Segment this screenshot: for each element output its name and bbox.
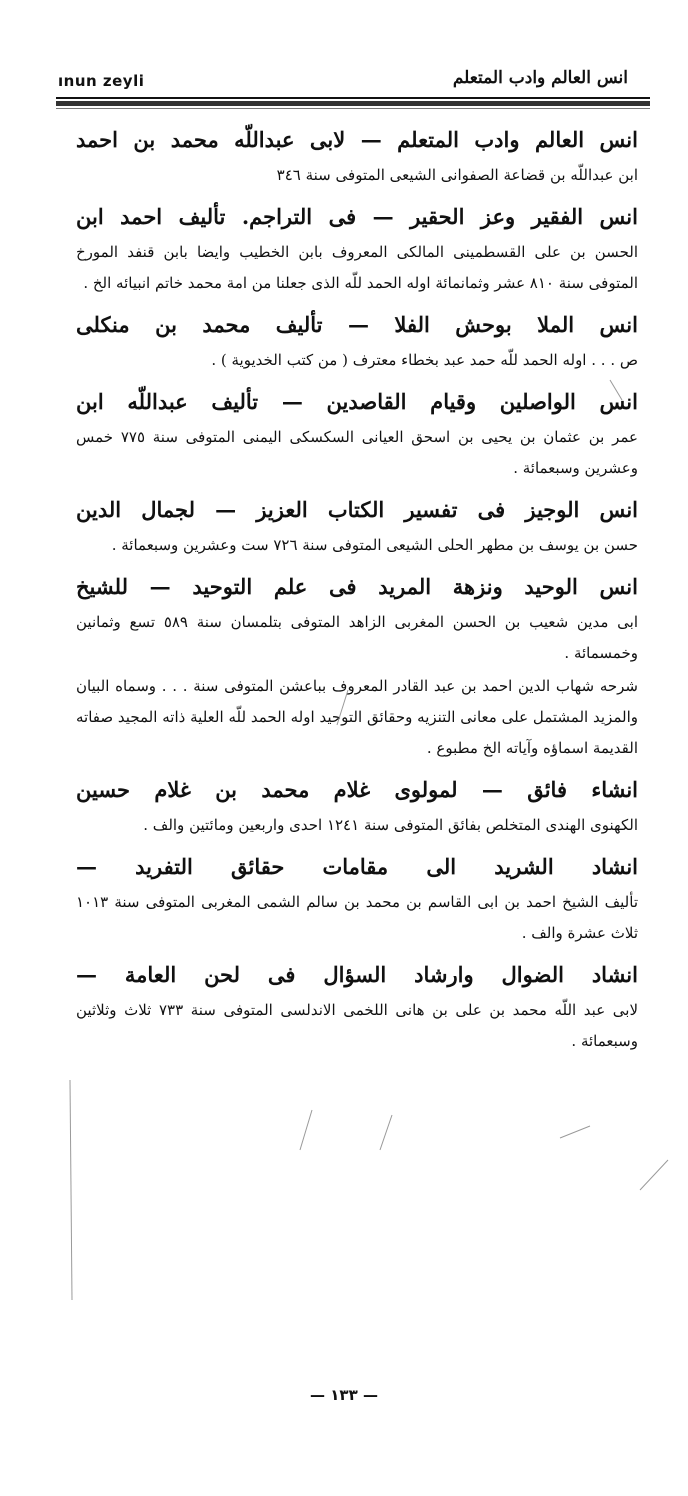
running-header-left: ınun zeyli [58, 72, 145, 90]
entry-title: انس الوحيد ونزهة المريد فى علم التوحيد — للشيخ [76, 574, 638, 599]
header-rule-thick [56, 101, 650, 106]
entry-title: انشاد الشريد الى مقامات حقائق التفريد — [76, 854, 638, 879]
entry-title: انس الملا بوحش الفلا — تأليف محمد بن منكلى [76, 312, 638, 337]
entry-title: انشاد الضوال وارشاد السؤال فى لحن العامة — [76, 962, 638, 987]
entry-5 [76, 490, 638, 561]
entry-body: الحسن بن على القسطمينى المالكى المعروف بابن الخطيب وايضا بابن قنفد المورخ المتوفى سنة ٨١٠ عشر وثمانمائة اوله الحمد للّه الذى جعلنا من امة محمد خاتم انبيائه الخ . [76, 243, 638, 292]
entry-body: الكهنوى الهندى المتخلص بفائق المتوفى سنة ١٢٤١ احدى واربعين ومائتين والف . [143, 816, 638, 834]
pencil-stroke [560, 1126, 590, 1138]
header-rule-bottom [56, 108, 650, 109]
running-header-right: انس العالم وادب المتعلم [452, 68, 628, 88]
entry-body: تأليف الشيخ احمد بن ابى القاسم بن محمد بن سالم الشمى المغربى المتوفى سنة ١٠١٣ ثلاث عشرة والف . [76, 893, 638, 942]
entry-title: انس الفقير وعز الحقير — فى التراجم. تأليف احمد ابن [76, 204, 638, 229]
entry-title: انس الواصلين وقيام القاصدين — تأليف عبداللّه ابن [76, 389, 638, 414]
entry-3 [76, 305, 638, 376]
entry-title: انشاء فائق — لمولوى غلام محمد بن غلام حسين [76, 777, 638, 802]
header-rule-thin [56, 97, 650, 99]
entry-7 [76, 770, 638, 841]
entry-1 [76, 120, 638, 191]
entry-9 [76, 955, 638, 1057]
page-number: — ١٣٣ — [310, 1386, 378, 1404]
entry-title: انس الوجيز فى تفسير الكتاب العزيز — لجمال الدين [76, 497, 638, 522]
entry-body: لابى عبد اللّه محمد بن على بن هانى اللخمى الاندلسى المتوفى سنة ٧٣٣ ثلاث وثلاثين وسبعمائة . [76, 1001, 638, 1050]
entry-8 [76, 847, 638, 949]
entry-body: حسن بن يوسف بن مطهر الحلى الشيعى المتوفى سنة ٧٢٦ ست وعشرين وسبعمائة . [111, 536, 638, 554]
entry-commentary: شرحه شهاب الدين احمد بن عبد القادر المعروف بباعشن المتوفى سنة . . . وسماه البيان والمزيد المشتمل على معانى التنزيه وحقائق التوحيد اوله الحمد للّه العلية ذاته المجيد صفاته القديمة اسماؤه وآياته الخ مطبوع . [76, 677, 638, 757]
entry-body: ابن عبداللّه بن قضاعة الصفوانى الشيعى المتوفى سنة ٣٤٦ [276, 166, 638, 184]
margin-line [70, 1080, 72, 1300]
entry-4 [76, 382, 638, 484]
entry-body: ص . . . اوله الحمد للّه حمد عبد بخطاء معترف ( من كتب الخديوية ) . [211, 351, 638, 369]
pencil-stroke [300, 1110, 312, 1150]
entry-body: عمر بن عثمان بن يحيى بن اسحق العيانى السكسكى اليمنى المتوفى سنة ٧٧٥ خمس وعشرين وسبعمائة . [76, 428, 638, 477]
pencil-stroke [640, 1160, 668, 1190]
pencil-stroke [380, 1115, 392, 1150]
entry-6 [76, 567, 638, 764]
entry-2 [76, 197, 638, 299]
entry-list [76, 120, 638, 1063]
entry-title: انس العالم وادب المتعلم — لابى عبداللّه محمد بن احمد [76, 127, 638, 152]
entry-body: ابى مدين شعيب بن الحسن المغربى الزاهد المتوفى بتلمسان سنة ٥٨٩ تسع وثمانين وخمسمائة . [76, 613, 638, 662]
